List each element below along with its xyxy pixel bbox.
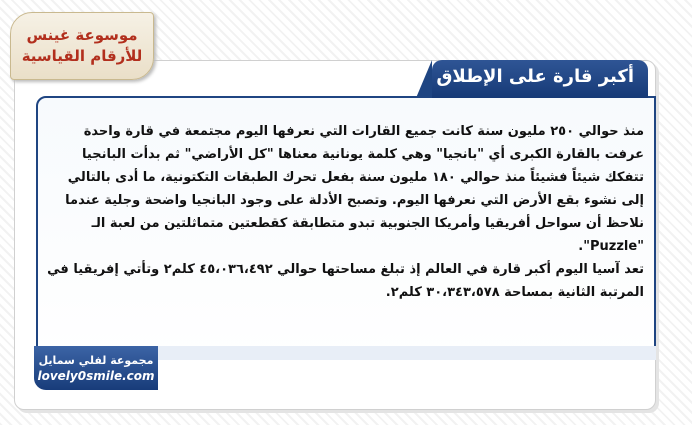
article-paragraph-1: منذ حوالي ٢٥٠ مليون سنة كانت جميع القارات التي نعرفها اليوم مجتمعة في قارة واحدة عرفت بالقارة الكبرى أي "بانجيا" وهي كلمة يونانية معناها "كل الأراضي" ثم بدأت البانجيا تتفكك شيئاً فشيئاً منذ حوالي ١٨٠ مليون سنة بفعل تحرك الطبقات التكتونية، ما أدى بالتالي إلى نشوء بقع الأرض التي نعرفها اليوم. وتصبح الأدلة على وجود البانجيا واضحة وجلية عندما نلاحظ أن سواحل أفريقيا وأمريكا الجنوبية تبدو متطابقة كقطعتين متماثلتين من لعبة الـ "Puzzle". — [65, 124, 644, 254]
article-body — [44, 120, 644, 304]
site-footer-badge[interactable] — [34, 346, 158, 390]
article-title: أكبر قارة على الإطلاق — [436, 66, 634, 87]
footer-site-name: مجموعة لفلي سمايل — [38, 353, 154, 367]
logo-line-2: للأرقام القياسية — [21, 47, 143, 65]
logo-line-1: موسوعة غينس — [26, 26, 138, 44]
article-content-box — [36, 96, 656, 360]
guinness-logo — [10, 12, 154, 80]
footer-site-url[interactable]: lovely0smile.com — [37, 368, 155, 383]
footer-strip — [158, 346, 656, 360]
title-bar — [432, 60, 648, 98]
article-paragraph-2: تعد آسيا اليوم أكبر قارة في العالم إذ تبلغ مساحتها حوالي ٤٥،٠٣٦،٤٩٢ كلم٢ وتأتي إفريقيا في المرتبة الثانية بمساحة ٣٠،٣٤٣،٥٧٨ كلم٢. — [47, 262, 644, 300]
